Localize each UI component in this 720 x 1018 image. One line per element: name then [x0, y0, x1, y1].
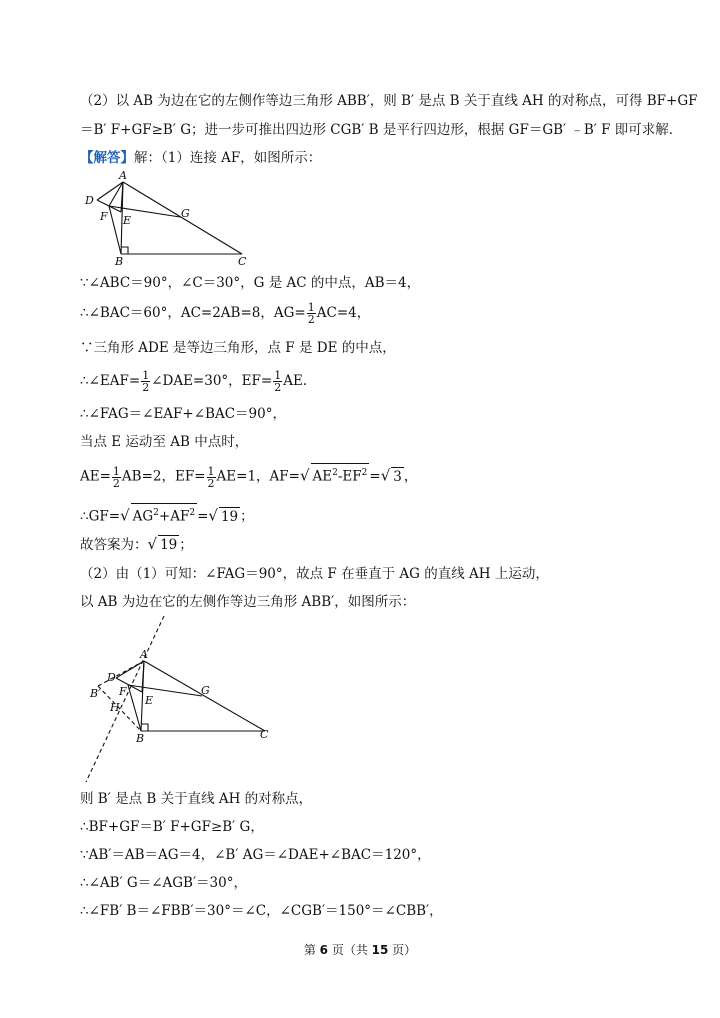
text-line: （2）由（1）可知：∠FAG＝90°，故点 F 在垂直于 AG 的直线 AH 上运动， [80, 566, 549, 582]
text-line: ∵∠ABC＝90°，∠C＝30°，G 是 AC 的中点，AB＝4， [80, 275, 421, 291]
text-part: ∴∠BAC＝60°，AC=2AB=8，AG= [80, 305, 306, 321]
radical-sign: √ [120, 506, 130, 525]
label-B: B [115, 255, 124, 268]
label-D: D [85, 194, 94, 207]
radicand: $AE^2-EF^2$ [311, 463, 370, 486]
text-line: ＝B′ F+GF≥B′ G；进一步可推出四边形 CGB′ B 是平行四边形，根据 GF＝GB′ ﹣B′ F 即可求解． [80, 122, 683, 138]
label-B: B [136, 732, 145, 745]
text-line: 则 B′ 是点 B 关于直线 AH 的对称点， [80, 791, 313, 807]
text-part: AE= [80, 468, 111, 485]
radical-sign: √ [208, 506, 218, 525]
text-part: = [197, 508, 209, 525]
text-line [80, 535, 193, 554]
label-F: F [100, 210, 108, 223]
radical-sign: √ [147, 535, 158, 553]
text-part: AB=2，EF= [121, 468, 206, 485]
text-line: ∴∠AB′ G＝∠AGB′＝30°， [80, 875, 247, 891]
text-line: 以 AB 为边在它的左侧作等边三角形 ABB′，如图所示： [80, 594, 416, 610]
fraction: $\frac{1}{2}$ [142, 369, 150, 394]
text-part: ∴∠EAF= [80, 373, 141, 389]
label-G: G [181, 207, 190, 220]
figure-1 [80, 168, 260, 268]
text-part: = [369, 468, 381, 485]
figure-2 [80, 612, 290, 787]
text-part: ∠DAE=30°，EF= [151, 373, 273, 389]
label-H: H [110, 701, 120, 714]
label-C: C [238, 255, 247, 268]
text-line: （2）以 AB 为边在它的左侧作等边三角形 ABB′，则 B′ 是点 B 关于直线 AH 的对称点，可得 BF+GF [80, 93, 698, 109]
label-G: G [201, 684, 210, 697]
text-part: AE=1，AF= [216, 468, 300, 485]
text-part: ∴GF= [80, 508, 121, 525]
fraction: $\frac{1}{2}$ [307, 301, 315, 326]
label-A: A [140, 648, 148, 661]
text-line: ∴BF+GF＝B′ F+GF≥B′ G， [80, 819, 264, 835]
text-part: ； [179, 537, 193, 553]
text-line [80, 370, 307, 393]
radical-sign: √ [380, 466, 391, 485]
text-line: ∴∠FAG＝∠EAF+∠BAC＝90°， [80, 406, 286, 422]
text-line: ∴∠FB′ B＝∠FBB′＝30°＝∠C，∠CGB′＝150°＝∠CBB′， [80, 903, 443, 919]
label-D: D [107, 671, 116, 684]
page-footer: 第 6 页（共 15 页） [303, 943, 417, 957]
fraction: $\frac{1}{2}$ [207, 464, 215, 490]
text-part: 故答案为： [80, 537, 148, 553]
radicand: 3 [393, 468, 402, 485]
label-A: A [119, 169, 127, 182]
label-F: F [119, 685, 127, 698]
text-part: AE. [283, 373, 308, 389]
text-part: ； [240, 508, 254, 525]
text-line: ∵AB′＝AB＝AG＝4，∠B′ AG＝∠DAE+∠BAC＝120°， [80, 847, 431, 863]
label-C: C [260, 728, 269, 741]
page-number: 6 [319, 943, 328, 957]
text-part: ， [403, 468, 418, 485]
radicand: 19 [220, 508, 239, 525]
text-line [80, 302, 370, 325]
text-line [80, 503, 254, 526]
text-line: ∵三角形 ADE 是等边三角形，点 F 是 DE 的中点， [80, 340, 396, 356]
radicand: $AG^2+AF^2$ [131, 503, 197, 526]
label-E: E [123, 214, 132, 227]
label-E: E [145, 694, 154, 707]
text-line: 当点 E 运动至 AB 中点时， [80, 434, 249, 450]
radicand: 19 [160, 537, 178, 553]
answer-intro: 解：（1）连接 AF，如图所示： [134, 150, 322, 166]
page-total: 15 [371, 943, 389, 957]
text-part: AC=4， [316, 305, 371, 321]
text-line [80, 463, 417, 489]
answer-tag: 【解答】 [80, 150, 134, 166]
radical-sign: √ [299, 466, 310, 485]
fraction: $\frac{1}{2}$ [274, 369, 282, 394]
text-line [80, 149, 321, 167]
label-Bprime: B′ [90, 687, 101, 700]
fraction: $\frac{1}{2}$ [112, 464, 120, 490]
